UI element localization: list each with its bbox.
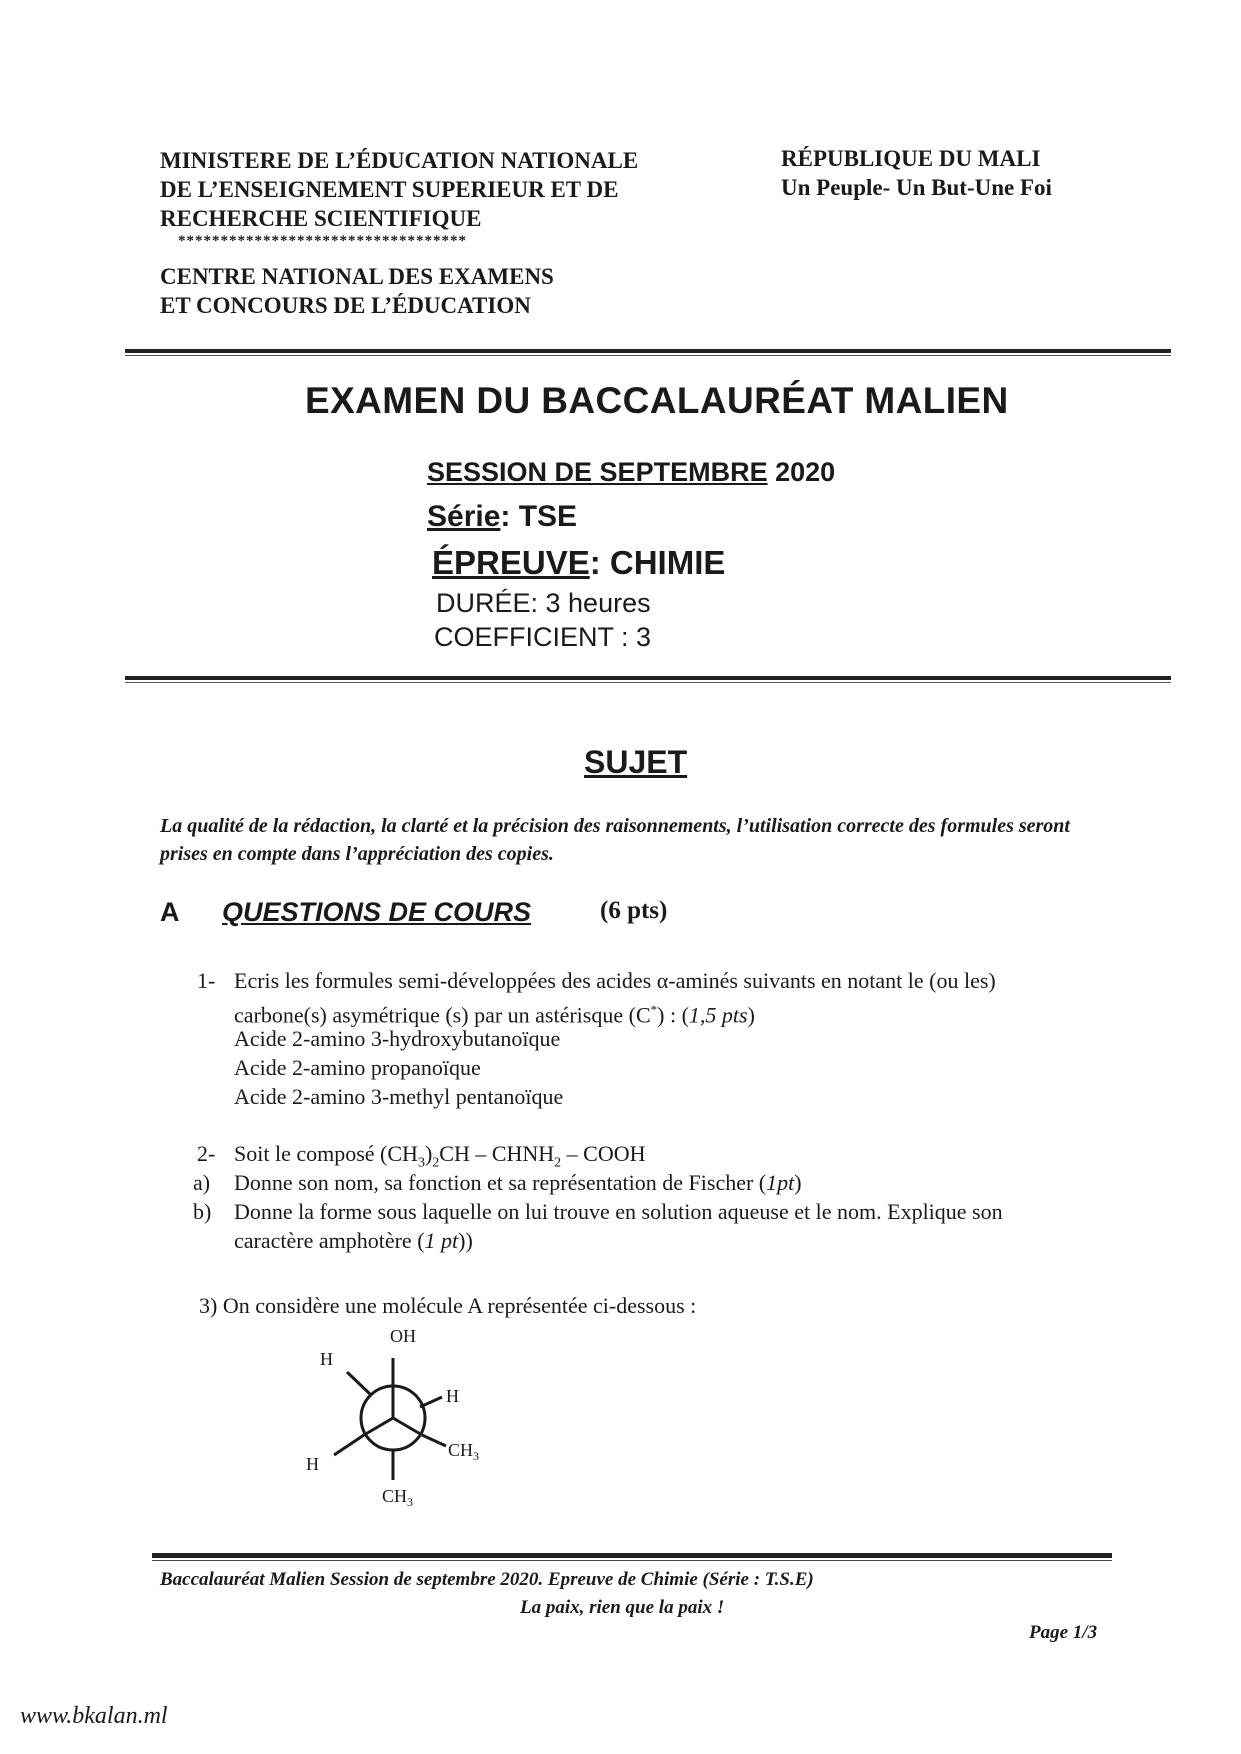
- back-bond-h-right: [420, 1397, 442, 1407]
- q2-sub: 2: [432, 1155, 440, 1171]
- section-letter: A: [160, 897, 180, 927]
- q2-text-a: Soit le composé (CH: [234, 1141, 418, 1166]
- q2a-text: [234, 1168, 802, 1197]
- q1-line-2-colon: ) : (: [657, 1002, 689, 1028]
- epreuve-label: ÉPREUVE: [432, 544, 590, 581]
- q1-item: Acide 2-amino 3-hydroxybutanoïque: [234, 1026, 561, 1051]
- q1-points: 1,5 pts: [688, 1002, 748, 1028]
- q2b-text-2: [234, 1226, 473, 1255]
- epreuve-line: [432, 544, 725, 582]
- website-watermark: www.bkalan.ml: [20, 1703, 168, 1729]
- q2-sub: 3: [417, 1155, 425, 1171]
- exam-title: EXAMEN DU BACCALAURÉAT MALIEN: [305, 380, 1009, 421]
- q2a-points: 1pt: [766, 1170, 795, 1195]
- q1-line-1: Ecris les formules semi-développées des acides α-aminés suivants en notant le (ou les): [234, 968, 996, 993]
- q2a-label: a): [193, 1170, 211, 1195]
- stars-separator: **********************************: [178, 233, 467, 249]
- session-line: [427, 457, 835, 488]
- section-a-heading: [160, 897, 668, 928]
- label-h-bottomleft: H: [306, 1454, 319, 1474]
- back-bond-h-topleft: [347, 1372, 371, 1395]
- examination-centre-header: [160, 262, 554, 320]
- ministry-line-1: MINISTERE DE L’ÉDUCATION NATIONALE: [160, 148, 639, 173]
- q2-number: 2-: [197, 1141, 216, 1166]
- asterisk-superscript: *: [650, 1002, 658, 1017]
- epreuve-value: : CHIMIE: [589, 544, 726, 581]
- serie-value: : TSE: [500, 500, 578, 533]
- serie-label: Série: [427, 500, 501, 533]
- q3-text: 3) On considère une molécule A représentée ci-dessous :: [199, 1293, 697, 1318]
- q1-line-2-text: carbone(s) asymétrique (s) par un astérisque (C: [234, 1002, 651, 1028]
- republic-name: RÉPUBLIQUE DU MALI: [781, 146, 1041, 171]
- session-year: 2020: [767, 457, 836, 487]
- ministry-line-3: RECHERCHE SCIENTIFIQUE: [160, 206, 482, 231]
- coefficient: COEFFICIENT : 3: [434, 622, 652, 652]
- sujet-heading: SUJET: [584, 744, 688, 780]
- footer-title: Baccalauréat Malien Session de septembre 2020. Epreuve de Chimie (Série : T.S.E): [160, 1569, 814, 1590]
- ministry-line-2: DE L’ENSEIGNEMENT SUPERIEUR ET DE: [160, 177, 619, 202]
- footer-motto: La paix, rien que la paix !: [520, 1597, 725, 1618]
- q2a-body: Donne son nom, sa fonction et sa représentation de Fischer (: [234, 1170, 767, 1195]
- q2-text-d: – COOH: [561, 1141, 646, 1166]
- q2-text-b: ): [424, 1141, 433, 1166]
- q2b-label: b): [193, 1199, 212, 1224]
- label-h-right: H: [446, 1386, 459, 1406]
- republic-motto: Un Peuple- Un But-Une Foi: [781, 175, 1052, 200]
- section-title: QUESTIONS DE COURS: [222, 897, 532, 927]
- newman-projection-diagram: [290, 1320, 520, 1515]
- duration: DURÉE: 3 heures: [436, 588, 651, 618]
- label-ch3-bottom: $CH_3$: [382, 1486, 414, 1509]
- front-bond-h: [364, 1418, 393, 1435]
- q2-sub: 2: [554, 1155, 562, 1171]
- ministry-header: [160, 146, 638, 233]
- label-oh: OH: [390, 1326, 416, 1346]
- label-ch3-right: $CH_3$: [448, 1440, 480, 1463]
- q1-item: Acide 2-amino propanoïque: [234, 1055, 481, 1080]
- q2b-points: 1 pt: [424, 1228, 459, 1253]
- q1-number: 1-: [197, 968, 216, 993]
- intro-instructions: La qualité de la rédaction, la clarté et la précision des raisonnements, l’utilisation correcte des formules seront prises en compte dans l’appréciation des copies.: [160, 815, 1070, 865]
- q1-item: Acide 2-amino 3-methyl pentanoïque: [234, 1084, 564, 1109]
- session-label: SESSION DE SEPTEMBRE: [427, 457, 768, 487]
- q2b-body: caractère amphotère (: [234, 1228, 425, 1253]
- q2b-text: Donne la forme sous laquelle on lui trouve en solution aqueuse et le nom. Explique son: [234, 1199, 1003, 1224]
- title-divider: [125, 676, 1171, 683]
- page-number: Page 1/3: [1029, 1622, 1098, 1643]
- republic-header: [781, 144, 1052, 202]
- top-divider: [125, 349, 1171, 356]
- footer-divider: [152, 1553, 1112, 1561]
- front-bond-ch3-ext: [422, 1435, 446, 1446]
- centre-line-2: ET CONCOURS DE L’ÉDUCATION: [160, 293, 531, 318]
- q2-text-c: CH – CHNH: [439, 1141, 555, 1166]
- back-bond-h-bottomleft: [334, 1435, 364, 1455]
- serie-line: [427, 500, 577, 534]
- label-h-topleft: H: [320, 1349, 333, 1369]
- section-points: (6 pts): [600, 897, 668, 924]
- q2b-end: )): [458, 1228, 473, 1253]
- front-bond-ch3: [393, 1418, 422, 1435]
- centre-line-1: CENTRE NATIONAL DES EXAMENS: [160, 264, 554, 289]
- q1-line-2-end: ): [747, 1002, 755, 1028]
- q2a-end: ): [794, 1170, 802, 1195]
